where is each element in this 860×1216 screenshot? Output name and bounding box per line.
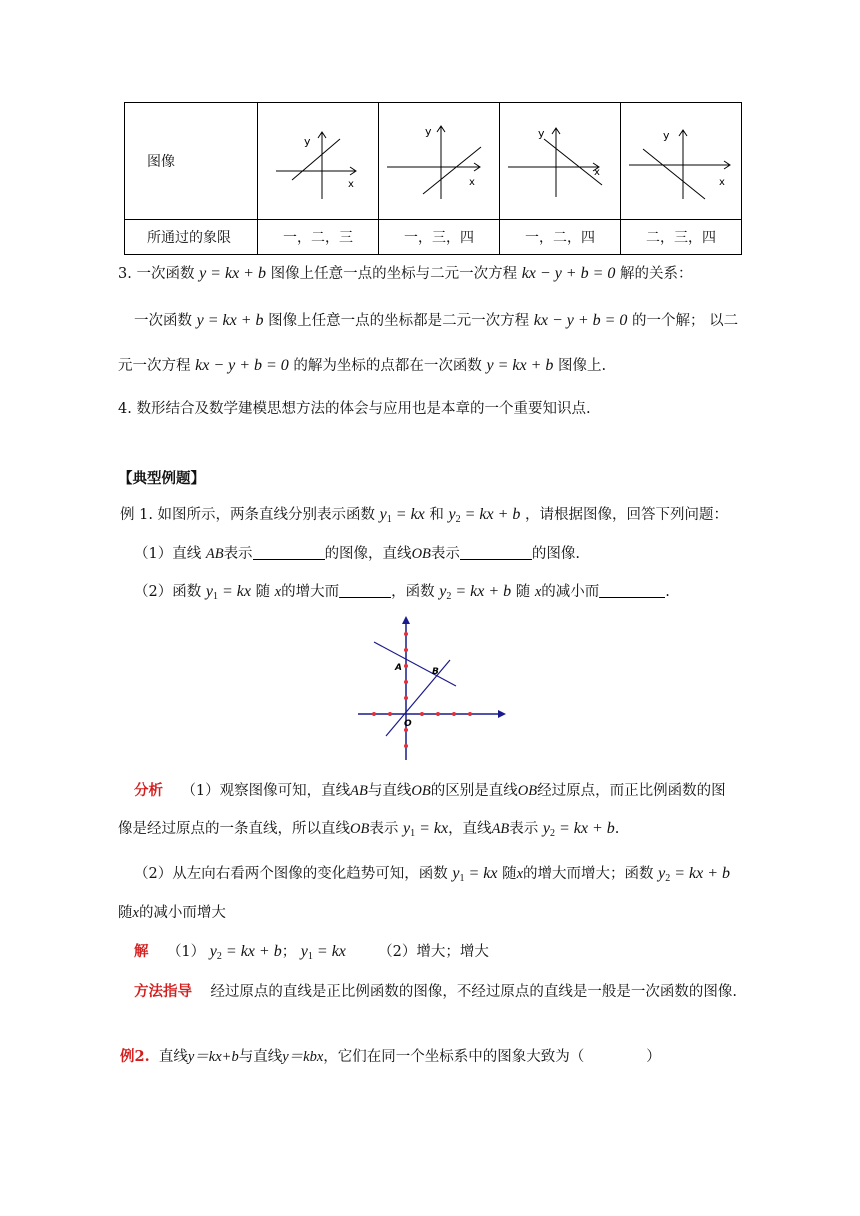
analysis-line2: 像是经过原点的一条直线，所以直线OB表示 $y_1$ = kx，直线AB表示 $y_2$ = kx + b. — [118, 820, 620, 839]
example-2-stem: 例2. 直线y＝kx+b与直线y＝kbx，它们在同一个坐标系中的图象大致为（ ） — [120, 1048, 661, 1065]
table-row-graphs — [125, 103, 742, 220]
quadrant-cell-1: 一，二，三 — [258, 220, 379, 255]
item-3-heading: 3. 一次函数 y = kx + b 图像上任意一点的坐标与二元一次方程 kx − y + b = 0 解的关系： — [118, 265, 693, 282]
example-1-question-1: （1）直线 AB表示 的图像，直线OB表示 的图像. — [134, 546, 581, 562]
graph-cell-4 — [621, 103, 742, 220]
point-b-label: B — [432, 667, 439, 677]
analysis-line4: 随x的减小而增大 — [118, 905, 226, 921]
origin-label: O — [404, 719, 412, 729]
analysis-line3: （2）从左向右看两个图像的变化趋势可知，函数 $y_1$ = kx 随x的增大而增大；函数 $y_2$ = kx + b — [134, 865, 731, 884]
quadrant-cell-4: 二，三，四 — [621, 220, 742, 255]
answer-blank[interactable] — [599, 583, 665, 598]
axis-x-label: x — [594, 167, 600, 178]
row-label-graph: 图像 — [125, 103, 258, 220]
line-ab — [374, 642, 456, 686]
example-1-stem: 例 1. 如图所示，两条直线分别表示函数 $y_1$ = kx 和 $y_2$ = kx + b ，请根据图像，回答下列问题： — [120, 506, 729, 525]
axis-x-label: x — [348, 179, 354, 190]
axis-y-label: y — [538, 127, 545, 140]
axis-y-label: y — [425, 125, 432, 138]
axis-x-label: x — [469, 177, 475, 188]
graph-cell-1 — [258, 103, 379, 220]
axis-y-label: y — [304, 135, 311, 148]
y-axis-arrow-icon — [402, 616, 410, 624]
solution-label: 解 — [134, 943, 149, 960]
graph-cell-3 — [500, 103, 621, 220]
item-3-body-line2: 元一次方程 kx − y + b = 0 的解为坐标的点都在一次函数 y = kx + b 图像上. — [118, 357, 607, 374]
section-title: 【典型例题】 — [118, 470, 205, 487]
row-label-quadrants: 所通过的象限 — [125, 220, 258, 255]
graph-q234 — [621, 103, 741, 215]
point-a-label: A — [395, 663, 402, 673]
graph-q124 — [500, 103, 620, 215]
table-row-quadrants — [125, 220, 742, 255]
analysis-label: 分析 — [134, 782, 163, 799]
axis-x-label: x — [719, 177, 725, 188]
method-guidance: 方法指导 经过原点的直线是正比例函数的图像，不经过原点的直线是一般是一次函数的图像. — [134, 983, 738, 1000]
axis-y-label: y — [663, 129, 670, 142]
graph-q134 — [379, 103, 499, 215]
answer-blank[interactable] — [253, 545, 325, 560]
example-2-label: 例2. — [120, 1048, 150, 1065]
quadrant-cell-3: 一，二，四 — [500, 220, 621, 255]
analysis-line1: 分析 （1）观察图像可知，直线AB与直线OB的区别是直线OB经过原点，而正比例函数的图 — [134, 782, 726, 799]
method-label: 方法指导 — [134, 983, 192, 1000]
quadrant-cell-2: 一，三，四 — [379, 220, 500, 255]
graph-cell-2 — [379, 103, 500, 220]
answer-blank[interactable] — [339, 583, 391, 598]
solution-line: 解 （1） $y_2$ = kx + b； $y_1$ = kx （2）增大；增大 — [134, 943, 489, 962]
item-4: 4. 数形结合及数学建模思想方法的体会与应用也是本章的一个重要知识点. — [118, 401, 591, 417]
graph-q123 — [258, 103, 378, 215]
x-axis-arrow-icon — [498, 710, 506, 718]
item-3-body-line1: 一次函数 y = kx + b 图像上任意一点的坐标都是二元一次方程 kx − y + b = 0 的一个解； 以二 — [134, 312, 739, 329]
example-1-figure — [352, 614, 508, 762]
example-1-question-2: （2）函数 $y_1$ = kx 随 x的增大而 ，函数 $y_2$ = kx + b 随 x的减小而 . — [134, 583, 670, 602]
answer-blank[interactable] — [460, 545, 532, 560]
quadrant-table — [124, 102, 742, 255]
